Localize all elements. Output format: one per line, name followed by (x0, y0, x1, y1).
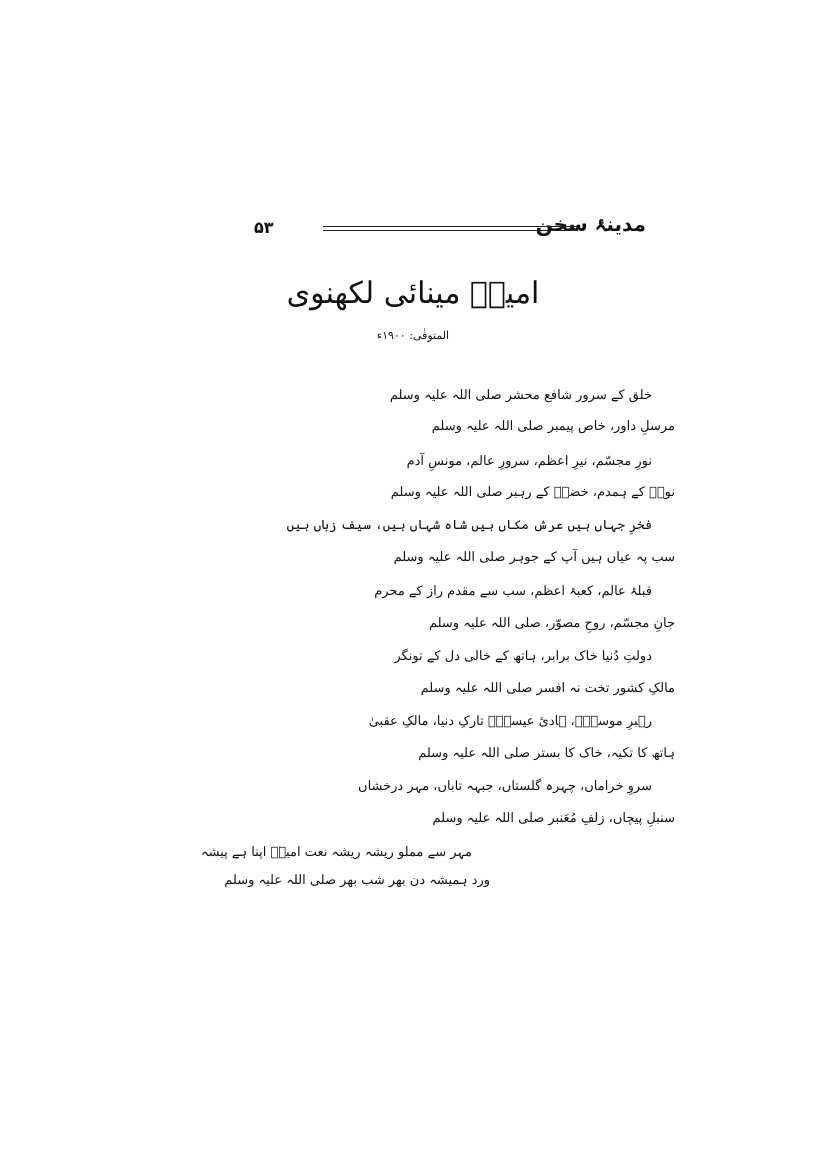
closing-verse-line: مہر سے مملو ریشہ ریشہ نعت امیرؔ اپنا ہے پیشہ (200, 845, 472, 860)
closing-verse-line: ورد ہمیشہ دن بھر شب بھر صلی اللہ علیہ وسلم (224, 873, 490, 888)
header-double-rule (323, 226, 578, 231)
verse-line: خلق کے سرور شافع محشر صلی اللہ علیہ وسلم (389, 388, 652, 403)
verse-line: رہبرِ موسیٰؑ، ہادیٔ عیسیٰؑ تارکِ دنیا، مالکِ عقبیٰ (368, 714, 652, 729)
poet-death-year: المتوفٰی: ۱۹۰۰ء (376, 329, 450, 342)
verse-line: سنبلِ پیچاں، زلفِ مُعَنبر صلی اللہ علیہ وسلم (432, 811, 675, 826)
page-number: ۵۳ (254, 218, 274, 237)
verse-line: دولتِ دُنیا خاک برابر، ہاتھ کے خالی دل کے تونگر (394, 649, 652, 664)
verse-line: نورِ مجسّم، نیرِ اعظم، سرورِ عالم، مونسِ آدم (406, 454, 652, 469)
verse-line: ہاتھ کا تکیہ، خاک کا بستر صلی اللہ علیہ وسلم (418, 746, 675, 761)
poet-name: امیرؔ مینائی لکھنوی (286, 276, 540, 311)
verse-line: مرسلِ داور، خاص پیمبر صلی اللہ علیہ وسلم (431, 419, 675, 434)
verse-line: فخرِ جہاں ہیں عرش مکاں ہیں شاہ شہاں ہیں، سیف زباں ہیں (286, 518, 652, 533)
header-rule-top (323, 226, 578, 227)
book-title: مدینۂ سخن (535, 212, 646, 236)
verse-line: سب پہ عیاں ہیں آپ کے جوہر صلی اللہ علیہ وسلم (393, 550, 675, 565)
page-header (0, 212, 826, 252)
verse-line: سروِ خراماں، چہرہ گلستاں، جبہہ تاباں، مہر درخشاں (358, 779, 652, 794)
verse-line: مالکِ کشور تخت نہ افسر صلی اللہ علیہ وسلم (420, 681, 675, 696)
verse-line: جانِ مجسّم، روحِ مصوّر، صلی اللہ علیہ وسلم (428, 616, 675, 631)
verse-line: نوحؑ کے ہمدم، خضرؑ کے رہبر صلی اللہ علیہ وسلم (390, 485, 675, 500)
header-rule-bottom (323, 230, 578, 231)
verse-line: قبلۂ عالم، کعبۂ اعظم، سب سے مقدم راز کے محرم (374, 584, 652, 599)
